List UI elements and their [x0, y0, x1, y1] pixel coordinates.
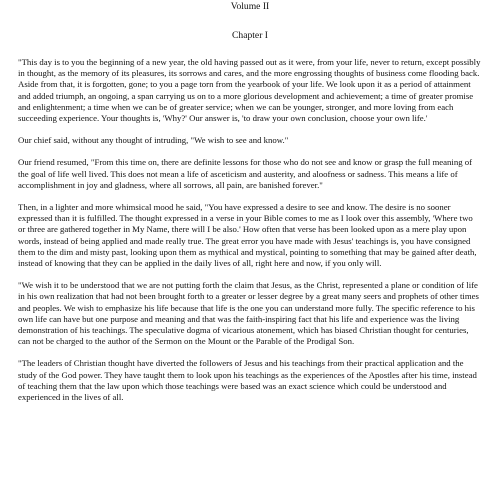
paragraph-christian-leaders: "The leaders of Christian thought have diverted the followers of Jesus and his teachings from their practical application and the study of the God power. They have taught them to look upon his teachings as the experiences of the Apostles after his time, instead of teaching them that the law upon which those teachings were based was an exact science which could be understood and experienced in the lives of all.	[18, 358, 477, 403]
paragraph-whimsical-mood: Then, in a lighter and more whimsical mood he said, "You have expressed a desire to see and know. The desire is no sooner expressed than it is fulfilled. The thought expressed in a verse in your Bible comes to me as I look over this assembly, 'Where two or three are gathered together in My Name, there will I be also.' How often that verse has been looked upon as a mere play upon words, instead of being applied and made really true. The great error you have made with Jesus' teachings is, you have consigned them to the dim and misty past, looking upon them as mythical and mystical, pointing to something that may be gained after death, instead of knowing that they can be applied in the daily lives of all, right here and now, if you only will.	[18, 202, 477, 269]
chapter-heading: Chapter I	[232, 30, 268, 41]
paragraph-friend-resumed: Our friend resumed, "From this time on, there are definite lessons for those who do not see and know or grasp the full meaning of the goal of life well lived. This does not mean a life of asceticism and austerity, and aloofness or sadness. This means a life of accomplishment in joy and gladness, where all sorrows, all pain, are banished forever."	[18, 157, 473, 190]
paragraph-chief-said: Our chief said, without any thought of intruding, "We wish to see and know."	[18, 135, 289, 146]
volume-heading: Volume II	[230, 1, 270, 12]
paragraph-new-year: "This day is to you the beginning of a new year, the old having passed out as it were, from your life, never to return, except possibly in thought, as the memory of its pleasures, its sorrows and cares, and the more engrossing thoughts of business come flooding back. Aside from that, it is forgotten, gone; to you a page torn from the yearbook of your life. We look upon it as a period of attainment and added triumph, an ongoing, a span carrying us on to a more glorious development and achievement; a time of greater promise and enlightenment; a time when we can be of greater service; when we can be younger, stronger, and more loving from each succeeding experience. Your thoughts is, 'Why?' Our answer is, 'to draw your own conclusion, choose your own life.'	[18, 57, 481, 124]
paragraph-jesus-as-christ: "We wish it to be understood that we are not putting forth the claim that Jesus, as the Christ, represented a plane or condition of life in his own realization that had not been brought forth to a greater or lesser degree by a great many seers and prophets of other times and peoples. We wish to emphasize his life because that life is the one you can understand more fully. The specific reference to his own life can have but one purpose and meaning and that was the faith-inspiring fact that his life and experience was the living demonstration of his teachings. The speculative dogma of vicarious atonement, which has biased Christian thought for centuries, can not be charged to the author of the Sermon on the Mount or the Parable of the Prodigal Son.	[18, 280, 479, 347]
